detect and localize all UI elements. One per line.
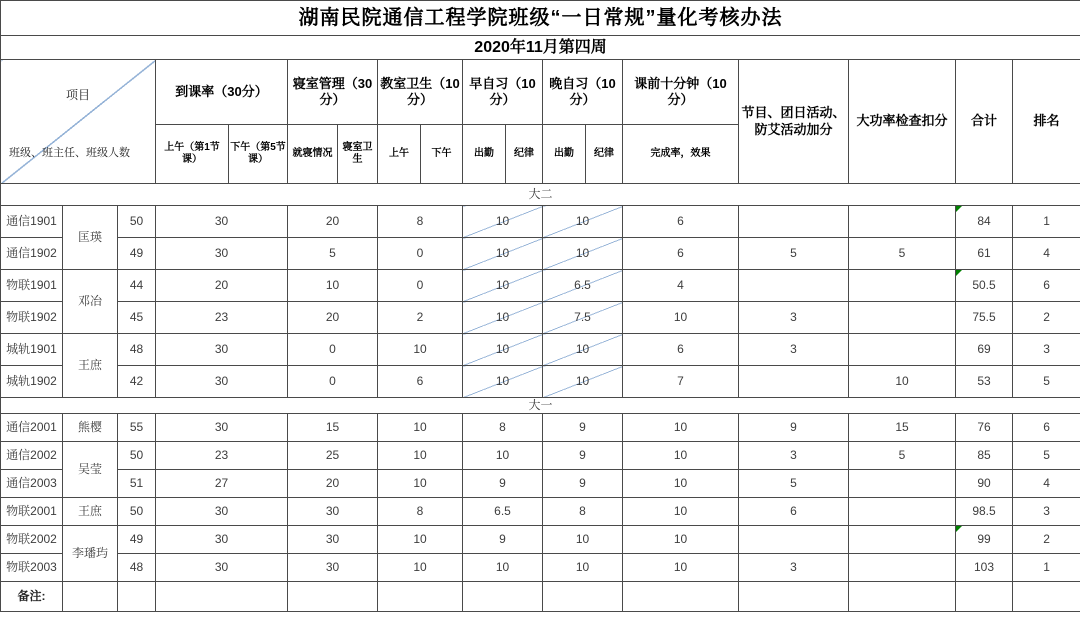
attendance-score-cell: 30 — [156, 238, 288, 270]
classroom-score-cell: 10 — [378, 414, 463, 442]
total-score-cell: 85 — [956, 442, 1013, 470]
deduction-score-cell — [849, 470, 956, 498]
bonus-score-cell: 3 — [739, 442, 849, 470]
col-header-evening-study: 晚自习（10分） — [543, 60, 623, 125]
evening-study-score-cell: 10 — [543, 554, 623, 582]
subheader-morning-attendance: 出勤 — [463, 125, 506, 184]
section-band-row — [1, 184, 1080, 206]
classroom-score-cell: 10 — [378, 470, 463, 498]
total-score-cell: 84 — [956, 206, 1013, 238]
attendance-score-cell: 23 — [156, 302, 288, 334]
deduction-score-cell — [849, 206, 956, 238]
bonus-score-cell: 9 — [739, 414, 849, 442]
students-count-cell: 42 — [118, 366, 156, 398]
class-name-cell: 城轨1901 — [1, 334, 63, 366]
subheader-morning-discipline: 纪律 — [506, 125, 543, 184]
students-count-cell: 50 — [118, 206, 156, 238]
bonus-score-cell: 5 — [739, 470, 849, 498]
dorm-score-cell: 25 — [288, 442, 378, 470]
classroom-score-cell: 10 — [378, 334, 463, 366]
remarks-empty-cell — [849, 582, 956, 612]
dorm-score-cell: 20 — [288, 206, 378, 238]
week-subtitle: 2020年11月第四周 — [1, 36, 1080, 60]
rank-cell: 1 — [1013, 554, 1080, 582]
col-header-attendance-rate: 到课率（30分） — [156, 60, 288, 125]
preclass-score-cell: 6 — [623, 238, 739, 270]
dorm-score-cell: 30 — [288, 526, 378, 554]
remarks-label-cell: 备注: — [1, 582, 63, 612]
class-name-cell: 通信2001 — [1, 414, 63, 442]
dorm-score-cell: 10 — [288, 270, 378, 302]
remarks-empty-cell — [378, 582, 463, 612]
preclass-score-cell: 10 — [623, 526, 739, 554]
morning-study-score-cell: 10 — [463, 334, 543, 366]
rank-cell: 5 — [1013, 442, 1080, 470]
rank-cell: 5 — [1013, 366, 1080, 398]
subheader-morning-period1: 上午（第1节课） — [156, 125, 229, 184]
table-row — [1, 470, 1080, 498]
rank-cell: 4 — [1013, 238, 1080, 270]
col-header-dorm-management: 寝室管理（30分） — [288, 60, 378, 125]
preclass-score-cell: 10 — [623, 414, 739, 442]
attendance-score-cell: 23 — [156, 442, 288, 470]
remarks-empty-cell — [118, 582, 156, 612]
bonus-score-cell: 6 — [739, 498, 849, 526]
deduction-score-cell — [849, 334, 956, 366]
remarks-empty-cell — [739, 582, 849, 612]
classroom-score-cell: 0 — [378, 270, 463, 302]
table-row — [1, 554, 1080, 582]
table-row — [1, 366, 1080, 398]
col-header-rank: 排名 — [1013, 60, 1080, 184]
section-label: 大一 — [1, 398, 1080, 414]
remarks-row — [1, 582, 1080, 612]
corner-project-label: 项目 — [65, 88, 90, 102]
attendance-score-cell: 30 — [156, 554, 288, 582]
subheader-classroom-pm: 下午 — [421, 125, 463, 184]
col-header-total: 合计 — [956, 60, 1013, 184]
subheader-completion-effect: 完成率，效果 — [623, 125, 739, 184]
students-count-cell: 51 — [118, 470, 156, 498]
teacher-cell: 邓冶 — [63, 270, 118, 334]
bonus-score-cell — [739, 270, 849, 302]
table-row — [1, 442, 1080, 470]
morning-study-score-cell: 10 — [463, 366, 543, 398]
total-score-cell: 61 — [956, 238, 1013, 270]
students-count-cell: 55 — [118, 414, 156, 442]
students-count-cell: 49 — [118, 526, 156, 554]
preclass-score-cell: 10 — [623, 442, 739, 470]
remarks-empty-cell — [63, 582, 118, 612]
subheader-dorm-hygiene: 寝室卫生 — [338, 125, 378, 184]
evening-study-score-cell: 7.5 — [543, 302, 623, 334]
deduction-score-cell: 5 — [849, 442, 956, 470]
dorm-score-cell: 15 — [288, 414, 378, 442]
evening-study-score-cell: 8 — [543, 498, 623, 526]
evening-study-score-cell: 9 — [543, 470, 623, 498]
teacher-cell: 王庶 — [63, 498, 118, 526]
dorm-score-cell: 0 — [288, 334, 378, 366]
evening-study-score-cell: 10 — [543, 206, 623, 238]
rank-cell: 2 — [1013, 526, 1080, 554]
table-row — [1, 238, 1080, 270]
classroom-score-cell: 8 — [378, 498, 463, 526]
bonus-score-cell — [739, 206, 849, 238]
rank-cell: 3 — [1013, 334, 1080, 366]
table-row — [1, 498, 1080, 526]
classroom-score-cell: 6 — [378, 366, 463, 398]
class-name-cell: 通信1901 — [1, 206, 63, 238]
classroom-score-cell: 10 — [378, 442, 463, 470]
morning-study-score-cell: 9 — [463, 470, 543, 498]
evening-study-score-cell: 9 — [543, 414, 623, 442]
classroom-score-cell: 2 — [378, 302, 463, 334]
students-count-cell: 49 — [118, 238, 156, 270]
attendance-score-cell: 30 — [156, 526, 288, 554]
attendance-score-cell: 30 — [156, 366, 288, 398]
classroom-score-cell: 10 — [378, 554, 463, 582]
remarks-empty-cell — [1013, 582, 1080, 612]
attendance-score-cell: 30 — [156, 206, 288, 238]
dorm-score-cell: 30 — [288, 554, 378, 582]
subheader-afternoon-period5: 下午（第5节课） — [229, 125, 288, 184]
rank-cell: 4 — [1013, 470, 1080, 498]
deduction-score-cell — [849, 526, 956, 554]
table-row — [1, 206, 1080, 238]
evening-study-score-cell: 10 — [543, 334, 623, 366]
page-title: 湖南民院通信工程学院班级“一日常规”量化考核办法 — [1, 1, 1080, 36]
morning-study-score-cell: 10 — [463, 302, 543, 334]
subheader-bedtime-situation: 就寝情况 — [288, 125, 338, 184]
students-count-cell: 50 — [118, 498, 156, 526]
teacher-cell: 李璠玙 — [63, 526, 118, 582]
bonus-score-cell: 3 — [739, 554, 849, 582]
total-score-cell: 103 — [956, 554, 1013, 582]
remarks-empty-cell — [463, 582, 543, 612]
table-row — [1, 526, 1080, 554]
evening-study-score-cell: 9 — [543, 442, 623, 470]
class-name-cell: 物联1902 — [1, 302, 63, 334]
col-header-high-power-deduction: 大功率检查扣分 — [849, 60, 956, 184]
deduction-score-cell — [849, 302, 956, 334]
class-name-cell: 物联2003 — [1, 554, 63, 582]
class-name-cell: 物联2001 — [1, 498, 63, 526]
preclass-score-cell: 10 — [623, 302, 739, 334]
preclass-score-cell: 4 — [623, 270, 739, 302]
dorm-score-cell: 0 — [288, 366, 378, 398]
remarks-empty-cell — [288, 582, 378, 612]
rank-cell: 6 — [1013, 414, 1080, 442]
deduction-score-cell — [849, 554, 956, 582]
total-score-cell: 75.5 — [956, 302, 1013, 334]
deduction-score-cell: 15 — [849, 414, 956, 442]
preclass-score-cell: 10 — [623, 554, 739, 582]
deduction-score-cell — [849, 498, 956, 526]
class-name-cell: 物联2002 — [1, 526, 63, 554]
total-score-cell: 98.5 — [956, 498, 1013, 526]
subheader-evening-attendance: 出勤 — [543, 125, 586, 184]
attendance-score-cell: 27 — [156, 470, 288, 498]
class-name-cell: 通信1902 — [1, 238, 63, 270]
class-name-cell: 通信2003 — [1, 470, 63, 498]
attendance-score-cell: 30 — [156, 334, 288, 366]
morning-study-score-cell: 10 — [463, 270, 543, 302]
teacher-cell: 匡瑛 — [63, 206, 118, 270]
total-score-cell: 50.5 — [956, 270, 1013, 302]
remarks-empty-cell — [156, 582, 288, 612]
morning-study-score-cell: 10 — [463, 238, 543, 270]
total-score-cell: 90 — [956, 470, 1013, 498]
morning-study-score-cell: 9 — [463, 526, 543, 554]
dorm-score-cell: 5 — [288, 238, 378, 270]
dorm-score-cell: 20 — [288, 302, 378, 334]
remarks-empty-cell — [543, 582, 623, 612]
table-row — [1, 302, 1080, 334]
preclass-score-cell: 7 — [623, 366, 739, 398]
rank-cell: 3 — [1013, 498, 1080, 526]
remarks-empty-cell — [623, 582, 739, 612]
table-row — [1, 414, 1080, 442]
evening-study-score-cell: 6.5 — [543, 270, 623, 302]
morning-study-score-cell: 8 — [463, 414, 543, 442]
class-name-cell: 通信2002 — [1, 442, 63, 470]
preclass-score-cell: 10 — [623, 470, 739, 498]
attendance-score-cell: 30 — [156, 414, 288, 442]
morning-study-score-cell: 10 — [463, 554, 543, 582]
total-score-cell: 53 — [956, 366, 1013, 398]
corner-header-cell — [1, 60, 156, 184]
attendance-score-cell: 30 — [156, 498, 288, 526]
section-label: 大二 — [1, 184, 1080, 206]
teacher-cell: 吴莹 — [63, 442, 118, 498]
table-body — [1, 184, 1080, 612]
table-row — [1, 334, 1080, 366]
col-header-activity-bonus: 节目、团日活动、防艾活动加分 — [739, 60, 849, 184]
bonus-score-cell: 5 — [739, 238, 849, 270]
students-count-cell: 44 — [118, 270, 156, 302]
morning-study-score-cell: 10 — [463, 206, 543, 238]
corner-class-teacher-label: 班级、班主任、班级人数 — [9, 147, 130, 160]
rank-cell: 6 — [1013, 270, 1080, 302]
evening-study-score-cell: 10 — [543, 238, 623, 270]
preclass-score-cell: 6 — [623, 206, 739, 238]
class-name-cell: 城轨1902 — [1, 366, 63, 398]
col-header-classroom-hygiene: 教室卫生（10分） — [378, 60, 463, 125]
col-header-morning-study: 早自习（10分） — [463, 60, 543, 125]
preclass-score-cell: 6 — [623, 334, 739, 366]
students-count-cell: 48 — [118, 334, 156, 366]
total-score-cell: 69 — [956, 334, 1013, 366]
dorm-score-cell: 30 — [288, 498, 378, 526]
subtitle-row — [1, 36, 1080, 60]
students-count-cell: 48 — [118, 554, 156, 582]
classroom-score-cell: 10 — [378, 526, 463, 554]
teacher-cell: 王庶 — [63, 334, 118, 398]
deduction-score-cell: 5 — [849, 238, 956, 270]
bonus-score-cell — [739, 526, 849, 554]
classroom-score-cell: 0 — [378, 238, 463, 270]
table-row — [1, 270, 1080, 302]
section-band-row — [1, 398, 1080, 414]
rank-cell: 1 — [1013, 206, 1080, 238]
header-row-groups — [1, 60, 1080, 125]
evening-study-score-cell: 10 — [543, 366, 623, 398]
remarks-empty-cell — [956, 582, 1013, 612]
total-score-cell: 99 — [956, 526, 1013, 554]
bonus-score-cell — [739, 366, 849, 398]
subheader-evening-discipline: 纪律 — [586, 125, 623, 184]
col-header-preclass-ten-minutes: 课前十分钟（10分） — [623, 60, 739, 125]
morning-study-score-cell: 10 — [463, 442, 543, 470]
rank-cell: 2 — [1013, 302, 1080, 334]
class-name-cell: 物联1901 — [1, 270, 63, 302]
teacher-cell: 熊樱 — [63, 414, 118, 442]
total-score-cell: 76 — [956, 414, 1013, 442]
title-row — [1, 1, 1080, 36]
morning-study-score-cell: 6.5 — [463, 498, 543, 526]
students-count-cell: 45 — [118, 302, 156, 334]
students-count-cell: 50 — [118, 442, 156, 470]
deduction-score-cell — [849, 270, 956, 302]
evening-study-score-cell: 10 — [543, 526, 623, 554]
dorm-score-cell: 20 — [288, 470, 378, 498]
subheader-classroom-am: 上午 — [378, 125, 421, 184]
preclass-score-cell: 10 — [623, 498, 739, 526]
bonus-score-cell: 3 — [739, 302, 849, 334]
attendance-score-cell: 20 — [156, 270, 288, 302]
bonus-score-cell: 3 — [739, 334, 849, 366]
deduction-score-cell: 10 — [849, 366, 956, 398]
classroom-score-cell: 8 — [378, 206, 463, 238]
